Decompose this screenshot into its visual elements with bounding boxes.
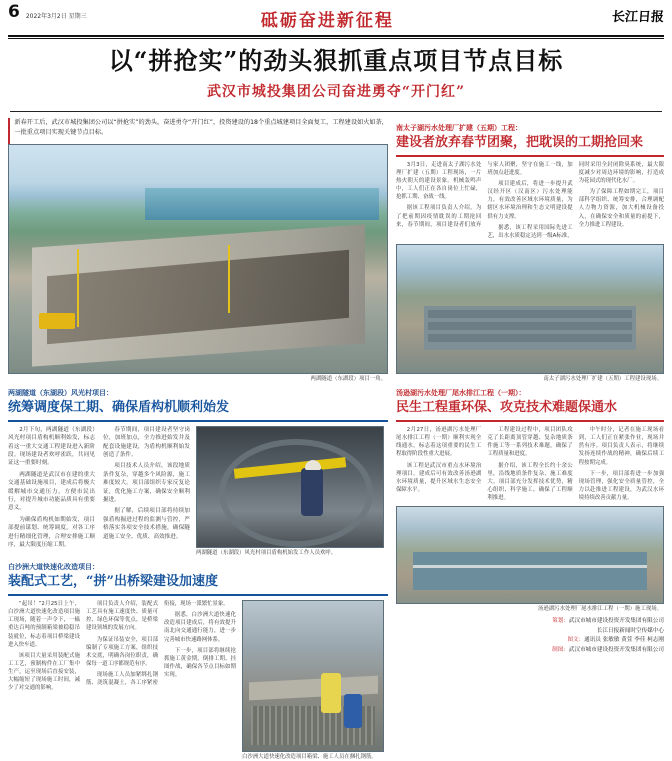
page-number: 6 — [8, 2, 20, 22]
paragraph: 项目建成后，将进一步提升武汉经开区（汉南区）污水处理能力，有效改善区域水环境质量，为辖区水环境治理和生态文明建设提供有力支撑。 — [487, 181, 573, 220]
section-nantaizi-body — [396, 161, 664, 240]
section-tangxun-body — [396, 426, 664, 502]
credit-line-4 — [396, 646, 664, 656]
photo-bridge-caption: 白沙洲大道快速化改造项目箱梁、施工人员在捆扎钢筋。 — [242, 754, 377, 761]
section-bridge-title: 装配式工艺，“拼”出桥梁建设加速度 — [8, 573, 218, 589]
left-column — [8, 118, 388, 761]
section-tangxun-title: 民生工程重环保、攻克技术难题保通水 — [396, 399, 618, 415]
lede-accent-bar — [8, 118, 10, 144]
headline-block — [8, 39, 664, 103]
section-tangxun-underline — [396, 420, 664, 422]
section-nantaizi-kicker: 南太子湖污水处理厂扩建（五期）工程： — [396, 123, 522, 132]
credit-line-1 — [396, 617, 664, 627]
paragraph: “起吊！”2月25日上午，白沙洲大道快速化改造项目施工现场，随着一声令下，一榀重达百吨的预制箱梁被稳稳吊装就位，标志着项目桥梁建设进入快车道。 — [8, 601, 80, 648]
credit-label-text-photo: 图文： — [567, 637, 585, 644]
photo-decor-tanks — [424, 306, 637, 350]
photo-nantaizi-caption: 南太子湖污水处理厂扩建（五期）工程建设现场。 — [543, 375, 662, 382]
photo-nantaizi-plant — [396, 244, 664, 374]
paragraph: 现场施工人员加紧绑扎钢筋、浇筑混凝土，各工序紧密衔接，现场一派繁忙景象。 — [86, 601, 229, 687]
section-banner: 砥砺奋进新征程 — [260, 11, 394, 31]
paragraph: 下一步，项目部将进一步加强现场管理，强化安全质量管控，全力以赴推进工程建设，为武汉水环境持续改善贡献力量。 — [578, 470, 664, 501]
paragraph: 据了解，后续项目部将持续加强盾构掘进过程的监测与管控，严格落实各项安全技术措施，确保隧道施工安全、优质、高效推进。 — [103, 508, 190, 540]
photo-tangxun-caption: 汤逊湖污水处理厂尾水排江工程（一期）施工现场。 — [538, 606, 662, 613]
section-tunnel-kicker: 两湖隧道（东湖段）风光村项目： — [8, 388, 113, 397]
paragraph: 为保证吊装安全，项目部编制了专项施工方案，组织技术交底，明确各岗位职责，确保每一道工序都规范有序。 — [86, 636, 158, 667]
section-tunnel-title: 统筹调度保工期、确保盾构机顺利始发 — [8, 399, 230, 415]
paragraph: 该项目大量采用装配式施工工艺，预制构件在工厂集中生产，运至现场后直接安装，大幅缩短了现场施工时间，减少了对交通的影响。 — [8, 652, 80, 692]
headline-divider — [10, 111, 662, 112]
photo-decor-separator — [413, 565, 647, 568]
nameplate-text: 长江日报 — [611, 6, 664, 25]
photo-decor-excavator — [39, 313, 75, 329]
credit-value-planner: 武汉市城市建设投资开发集团有限公司 — [568, 618, 664, 625]
section-tangxun-kicker: 汤逊湖污水处理厂尾水排江工程（一期）： — [396, 388, 526, 397]
photo-decor-crane — [77, 249, 79, 327]
credit-value-text-photo: 通讯员 张敏敏 黄萱 李佳 柯志刚 — [584, 637, 664, 644]
paragraph: 据该工程项目负责人介绍，为了把前期因疫情耽误的工期抢回来，春节期间，项目建设者们放弃与家人团聚，坚守在施工一线，加班加点赶进度。 — [396, 161, 573, 228]
credit-label-graphics: 制图： — [552, 646, 569, 653]
credit-line-3 — [396, 636, 664, 646]
section-nantaizi — [396, 123, 664, 383]
photo-tunnel-boring-machine — [196, 426, 384, 548]
section-bridge-body — [8, 600, 236, 692]
section-tangxun — [396, 388, 664, 614]
paragraph: 下一步，项目部将继续抢抓施工黄金期，倒排工期、挂图作战，确保各节点目标如期实现。 — [164, 647, 236, 678]
paragraph: 项目技术人员介绍，该段地质条件复杂，穿越多个风险源，施工难度较大。项目部组织专家反复论证，优化施工方案，确保安全顺利掘进。 — [103, 463, 190, 503]
masthead — [8, 0, 664, 34]
photo-decor-worker — [301, 468, 323, 516]
credit-line-2: 长江日报新闻时空传媒中心 — [596, 627, 664, 634]
photo-decor-crane-2 — [228, 245, 230, 313]
photo-tangxun-site — [396, 506, 664, 604]
paragraph: 2月27日，汤逊湖污水处理厂尾水排江工程（一期）顺利实现全线通水，标志着这项重要的民生工程取得阶段性重大进展。 — [396, 427, 482, 458]
photo-tunnel-caption: 两湖隧道（东湖段）风光村项目盾构机始发工作人员欢呼。 — [196, 549, 337, 556]
newspaper-nameplate — [568, 4, 664, 25]
paragraph: 该工程是武汉市重点水环境治理项目，建成后可有效改善汤逊湖水环境质量，提升区域水生态安全保障水平。 — [396, 462, 482, 493]
photo-decor-worker-blue — [344, 694, 362, 728]
section-bridge-kicker: 白沙洲大道快速化改造项目： — [8, 562, 99, 571]
credits-block — [396, 613, 664, 655]
section-nantaizi-title: 建设者放弃春节团聚，把耽误的工期抢回来 — [396, 134, 644, 150]
section-nantaizi-underline — [396, 155, 664, 157]
section-bridge-underline — [8, 594, 388, 596]
paragraph: 为确保盾构机如期始发，项目部提前谋划、统筹调度，对各工序进行精细化管理，合理安排施工顺序，最大限度压缩工期。 — [8, 516, 95, 548]
sub-headline: 武汉市城投集团公司奋进勇夺“开门红” — [206, 83, 466, 100]
content-columns — [8, 118, 664, 761]
paragraph: 2月下旬，两湖隧道（东湖段）风光村项目盾构机顺利始发，标志着这一重大交通工程建设进入新阶段。现场建设者欢呼雀跃，共同见证这一重要时刻。 — [8, 426, 95, 467]
lede-paragraph — [8, 118, 388, 144]
masthead-rule — [8, 35, 664, 37]
main-headline: 以“拼抢实”的劲头狠抓重点项目节点目标 — [108, 46, 564, 75]
photo-decor-tbm-ring — [219, 439, 372, 547]
credit-value-graphics: 武汉市城市建设投资开发集团有限公司 — [568, 646, 664, 653]
photo-decor-helmet — [305, 460, 321, 470]
publication-date: 2022年3月2日 星期三 — [25, 13, 87, 20]
paragraph: 项目负责人介绍，装配式工艺具有施工速度快、质量可控、绿色环保等优点，是桥梁建设领域的发展方向。 — [86, 601, 158, 632]
section-tunnel — [8, 388, 388, 557]
section-tunnel-body — [8, 426, 190, 549]
lede-text: 新春开工后，武汉市城投集团公司以“拼抢实”的劲头，奋进勇夺“开门红”，投资建设的18个重点城建项目全面复工，工程建设如火如荼，一批重点项目实现关键节点目标。 — [14, 118, 388, 136]
paragraph: 据悉，白沙洲大道快速化改造项目建成后，将有效提升南北向交通通行能力，进一步完善城市快速路网体系。 — [164, 612, 236, 643]
paragraph: 为了保障工程如期完工，项目部科学组织、统筹安排，合理调配人力物力资源，加大机械设备投入，在确保安全和质量的前提下，全力推进工程建设。 — [578, 189, 664, 228]
photo-main-caption: 两湖隧道（东湖段）项目一角。 — [310, 375, 386, 382]
photo-decor-water — [145, 188, 379, 220]
paragraph: 据悉，该工程采用国际先进工艺，出水水质稳定达到一级A标准，同时采用全封闭除臭系统，最大限度减少对周边环境的影响，打造成为花园式的现代化水厂。 — [487, 161, 664, 239]
section-bridge — [8, 562, 388, 761]
paragraph: 两湖隧道是武汉市在建的重大交通基础设施项目，建成后将极大缓解城市交通压力，方便市民出行，对提升城市功能品质具有重要意义。 — [8, 471, 95, 512]
photo-decor-basin — [413, 552, 647, 590]
credit-label-planner: 策划： — [552, 618, 569, 625]
right-column — [396, 118, 664, 761]
paragraph: 中午时分，记者在施工现场看到，工人们正在紧张作业，现场井然有序。项目负责人表示，将继续发扬连续作战的精神，确保后续工程按期完成。 — [578, 427, 664, 466]
paragraph: 3月3日，走进南太子湖污水处理厂扩建（五期）工程现场，一片热火朝天的建设景象。机械轰鸣声中，工人们正在各自岗位上忙碌，抢抓工期、奋战一线。 — [396, 161, 482, 201]
photo-bridge-rebar — [242, 600, 384, 752]
paragraph: 春节期间，项目建设者坚守岗位，加班加点，全力推进始发井及配套设施建设，为盾构机顺利始发创造了条件。 — [103, 426, 190, 459]
section-tunnel-underline — [8, 420, 388, 422]
paragraph: 据介绍，该工程全长约十余公里，沿线地质条件复杂，施工难度大。项目部充分发挥技术优势，精心组织、科学施工，确保了工程顺利推进。 — [487, 462, 573, 501]
photo-main-tunnel-site — [8, 144, 388, 374]
paragraph: 工程建设过程中，项目团队攻克了长距离顶管穿越、复杂地质条件施工等一系列技术难题，确保了工程质量和进度。 — [487, 427, 573, 458]
photo-decor-worker-yellow — [321, 673, 341, 713]
